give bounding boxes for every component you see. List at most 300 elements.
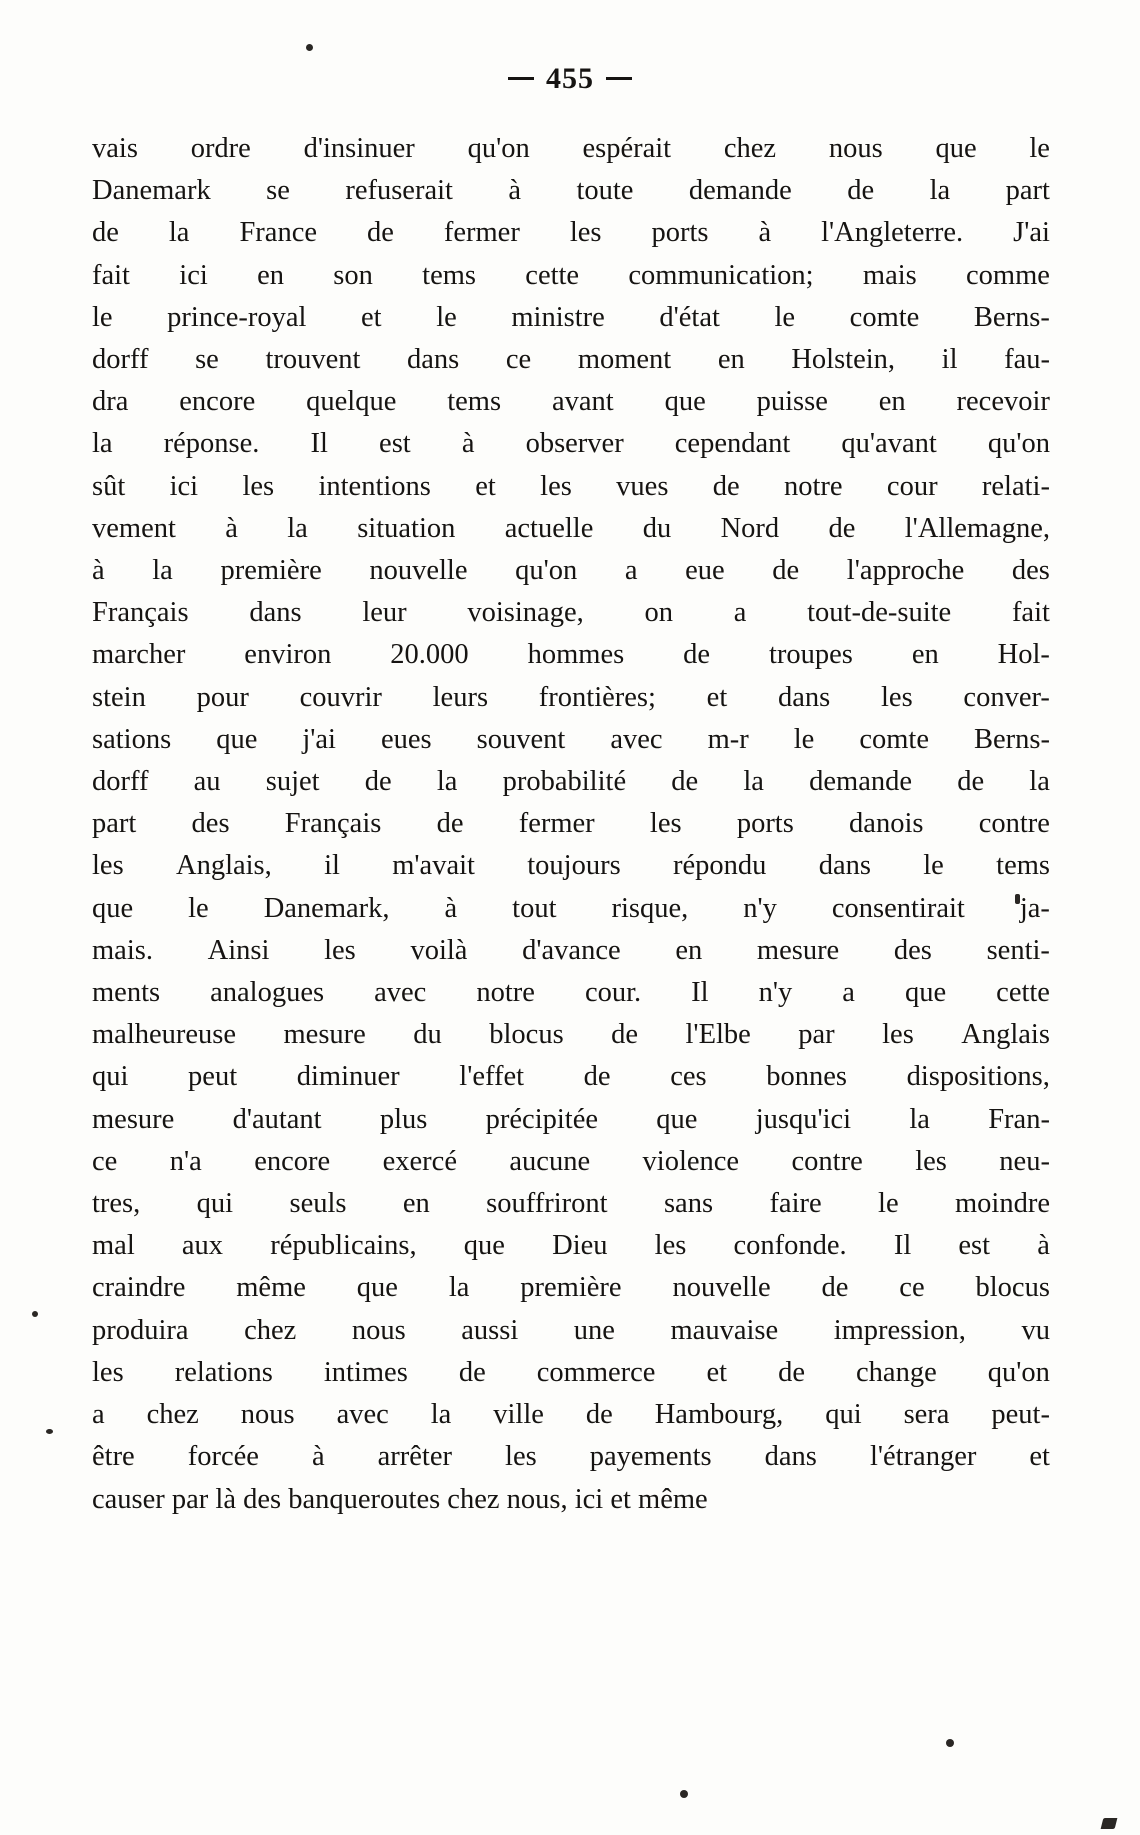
text-line xyxy=(92,1183,1050,1225)
text-word: de xyxy=(366,217,394,249)
text-word: le xyxy=(436,301,457,333)
text-word: que xyxy=(92,892,134,924)
text-word: ces xyxy=(670,1061,707,1093)
text-word: troupes xyxy=(768,639,853,671)
text-word: première xyxy=(220,555,322,587)
text-word: leur xyxy=(362,597,407,629)
text-word: la xyxy=(430,1399,452,1431)
text-word: les xyxy=(505,1441,537,1473)
text-word: d'autant xyxy=(232,1103,322,1135)
text-word: senti- xyxy=(986,934,1050,966)
text-word: et xyxy=(706,681,728,713)
text-word: mais. xyxy=(92,934,153,966)
text-word: Hol- xyxy=(997,639,1050,671)
text-word: cependant xyxy=(674,428,791,460)
text-word: arrêter xyxy=(377,1441,452,1473)
text-line xyxy=(92,761,1050,803)
text-word: ici xyxy=(169,470,199,502)
text-line xyxy=(92,1310,1050,1352)
text-line xyxy=(92,888,1050,930)
text-word: de xyxy=(436,808,464,840)
text-word: ce xyxy=(92,1145,118,1177)
text-word: dorff xyxy=(92,766,149,798)
text-word: on xyxy=(644,597,673,629)
text-word: en xyxy=(402,1188,430,1220)
text-word: part xyxy=(1005,175,1050,207)
text-word: à xyxy=(1037,1230,1050,1262)
text-word: craindre xyxy=(92,1272,186,1304)
text-word: vues xyxy=(616,470,669,502)
text-line xyxy=(92,128,1050,170)
text-word: dra xyxy=(92,386,129,418)
text-word: J'ai xyxy=(1013,217,1050,249)
text-word: l'Angleterre. xyxy=(821,217,964,249)
text-word: trouvent xyxy=(265,344,361,376)
text-word: réponse. xyxy=(163,428,260,460)
text-word: voisinage, xyxy=(467,597,584,629)
text-word: à xyxy=(758,217,772,249)
text-word: qu'avant xyxy=(841,428,937,460)
text-word: analogues xyxy=(210,977,325,1009)
text-word: même xyxy=(236,1272,306,1304)
text-word: en xyxy=(878,386,906,418)
text-word: encore xyxy=(179,386,256,418)
text-word: première xyxy=(520,1272,622,1304)
text-word: leurs xyxy=(432,681,489,713)
text-word: à xyxy=(311,1441,325,1473)
text-word: a xyxy=(733,597,747,629)
text-word: Ainsi xyxy=(207,934,270,966)
text-word: contre xyxy=(791,1145,863,1177)
text-word: la xyxy=(168,217,190,249)
text-word: l'effet xyxy=(459,1061,525,1093)
text-word: mal xyxy=(92,1230,135,1262)
text-word: que xyxy=(356,1272,398,1304)
text-line xyxy=(92,677,1050,719)
text-word: Berns- xyxy=(973,301,1050,333)
text-word: sujet xyxy=(265,766,320,798)
text-word: qu'on xyxy=(987,428,1050,460)
text-word: le xyxy=(1029,133,1050,164)
text-word: confonde. xyxy=(733,1230,847,1262)
text-word: puisse xyxy=(756,386,828,418)
text-word: toujours xyxy=(527,850,621,882)
text-word: à xyxy=(508,175,522,207)
text-word: de xyxy=(671,766,699,798)
text-word: blocus xyxy=(489,1019,564,1051)
text-word: mauvaise xyxy=(670,1314,779,1346)
text-line xyxy=(92,255,1050,297)
text-word: sera xyxy=(903,1399,950,1431)
text-word: le xyxy=(92,301,113,333)
text-word: hommes xyxy=(527,639,625,671)
text-word: ordre xyxy=(190,133,251,164)
text-word: de xyxy=(611,1019,639,1051)
text-word: la xyxy=(152,555,173,587)
text-word: que xyxy=(935,133,977,164)
text-word: probabilité xyxy=(502,766,627,798)
text-word: en xyxy=(717,344,745,376)
text-word: de xyxy=(828,512,856,544)
text-word: comte xyxy=(859,723,929,755)
text-word: les xyxy=(242,470,275,502)
text-word: des xyxy=(893,934,932,966)
text-word: le xyxy=(774,301,796,333)
text-line xyxy=(92,550,1050,592)
text-line xyxy=(92,1056,1050,1098)
text-word: conver- xyxy=(963,681,1050,713)
text-word: actuelle xyxy=(504,512,594,544)
text-word: que xyxy=(463,1230,505,1262)
text-word: en xyxy=(257,259,284,291)
text-word: les xyxy=(569,217,602,249)
page-speck-dot xyxy=(46,1429,53,1434)
text-word: toute xyxy=(576,175,634,207)
text-word: diminuer xyxy=(296,1061,400,1093)
text-word: ministre xyxy=(511,301,605,333)
text-word: l'approche xyxy=(846,555,965,587)
text-word: des xyxy=(1011,555,1050,587)
text-word: souvent xyxy=(476,723,566,755)
page-body-text xyxy=(92,128,1050,1521)
text-line xyxy=(92,381,1050,423)
text-word: de xyxy=(772,555,800,587)
text-word: Fran- xyxy=(988,1103,1050,1135)
text-word: vu xyxy=(1021,1314,1050,1346)
text-word: comme xyxy=(966,259,1050,291)
text-line xyxy=(92,1394,1050,1436)
text-word: nous xyxy=(240,1399,295,1431)
text-word: qu'on xyxy=(987,1356,1050,1388)
text-line: causer par là des banqueroutes chez nous, ici et même xyxy=(92,1483,708,1515)
text-word: le xyxy=(793,723,815,755)
text-word: consentirait xyxy=(831,892,965,924)
text-word: est xyxy=(958,1230,991,1262)
text-word: par xyxy=(798,1019,835,1051)
text-word: d'insinuer xyxy=(303,133,415,164)
text-word: avec xyxy=(336,1399,389,1431)
text-word: forcée xyxy=(187,1441,259,1473)
text-line xyxy=(92,170,1050,212)
text-word: bonnes xyxy=(766,1061,847,1093)
text-word: la xyxy=(1029,766,1050,798)
page-speck-dot xyxy=(680,1790,688,1798)
text-word: tems xyxy=(996,850,1050,882)
text-word: qui xyxy=(196,1188,234,1220)
text-line xyxy=(92,634,1050,676)
text-word: de xyxy=(712,470,740,502)
text-word: à xyxy=(92,555,105,587)
text-line xyxy=(92,297,1050,339)
text-word: les xyxy=(324,934,356,966)
text-word: stein xyxy=(92,681,146,713)
text-word: n'y xyxy=(743,892,777,924)
text-word: de xyxy=(364,766,392,798)
text-word: à xyxy=(225,512,238,544)
text-word: demande xyxy=(809,766,913,798)
text-word: danois xyxy=(849,808,924,840)
text-line xyxy=(92,1267,1050,1309)
text-word: frontières; xyxy=(538,681,656,713)
text-word: dans xyxy=(818,850,871,882)
text-word: dans xyxy=(249,597,302,629)
text-word: mesure xyxy=(92,1103,175,1135)
text-word: et xyxy=(475,470,496,502)
text-word: être xyxy=(92,1441,135,1473)
text-word: intentions xyxy=(318,470,431,502)
text-word: le xyxy=(188,892,209,924)
text-word: impression, xyxy=(833,1314,966,1346)
text-word: ville xyxy=(493,1399,544,1431)
text-word: les xyxy=(881,681,913,713)
text-word: avec xyxy=(610,723,663,755)
text-word: Français xyxy=(92,597,189,629)
text-word: notre xyxy=(476,977,535,1009)
text-word: au xyxy=(193,766,221,798)
text-word: républicains, xyxy=(270,1230,417,1262)
text-word: de xyxy=(778,1356,805,1388)
text-word: jusqu'ici xyxy=(755,1103,852,1135)
text-line xyxy=(92,972,1050,1014)
text-line xyxy=(92,508,1050,550)
text-word: produira xyxy=(92,1314,189,1346)
text-word: Il xyxy=(310,428,328,460)
page-speck-dot xyxy=(32,1311,38,1317)
text-word: vement xyxy=(92,512,176,544)
text-word: part xyxy=(92,808,137,840)
text-word: environ xyxy=(244,639,332,671)
text-line xyxy=(92,930,1050,972)
text-word: nouvelle xyxy=(672,1272,771,1304)
text-word: encore xyxy=(254,1145,331,1177)
text-word: et xyxy=(706,1356,728,1388)
text-word: a xyxy=(92,1399,105,1431)
text-word: cette xyxy=(996,977,1050,1009)
text-word: la xyxy=(909,1103,930,1135)
text-word: tres, xyxy=(92,1188,141,1220)
text-line xyxy=(92,1141,1050,1183)
page-speck-dot xyxy=(306,44,313,51)
text-word: Holstein, xyxy=(791,344,896,376)
text-word: espérait xyxy=(582,133,672,164)
text-word: relations xyxy=(174,1356,273,1388)
text-word: sations xyxy=(92,723,172,755)
text-word: faire xyxy=(769,1188,822,1220)
text-word: Danemark, xyxy=(263,892,390,924)
text-word: de xyxy=(847,175,875,207)
text-word: la xyxy=(92,428,113,460)
text-word: a xyxy=(842,977,855,1009)
text-word: relati- xyxy=(981,470,1050,502)
folio-rule-left xyxy=(508,77,534,80)
text-word: m-r xyxy=(707,723,749,755)
text-word: mais xyxy=(862,259,917,291)
text-word: cour xyxy=(886,470,938,502)
text-word: chez xyxy=(244,1314,297,1346)
text-word: nouvelle xyxy=(369,555,468,587)
text-word: de xyxy=(957,766,985,798)
text-word: ce xyxy=(505,344,532,376)
text-word: qu'on xyxy=(515,555,578,587)
text-word: dorff xyxy=(92,344,149,376)
text-word: risque, xyxy=(611,892,689,924)
text-word: m'avait xyxy=(392,850,475,882)
text-word: malheureuse xyxy=(92,1019,237,1051)
text-word: ports xyxy=(651,217,709,249)
text-word: payements xyxy=(589,1441,712,1473)
text-word: seuls xyxy=(289,1188,347,1220)
text-word: Dieu xyxy=(552,1230,608,1262)
page-corner-mark xyxy=(1101,1818,1118,1829)
text-word: les xyxy=(915,1145,947,1177)
text-word: sût xyxy=(92,470,126,502)
text-word: aux xyxy=(181,1230,224,1262)
text-word: en xyxy=(675,934,703,966)
text-word: l'étranger xyxy=(869,1441,977,1473)
text-line xyxy=(92,1436,1050,1478)
text-word: plus xyxy=(379,1103,428,1135)
text-word: d'avance xyxy=(522,934,621,966)
text-word: fau- xyxy=(1004,344,1050,376)
text-word: de xyxy=(821,1272,849,1304)
text-word: répondu xyxy=(673,850,767,882)
text-word: Il xyxy=(691,977,709,1009)
text-word: Berns- xyxy=(973,723,1050,755)
text-word: Danemark xyxy=(92,175,211,207)
text-word: Il xyxy=(893,1230,912,1262)
text-word: de xyxy=(92,217,119,249)
text-word: chez xyxy=(146,1399,199,1431)
text-word: voilà xyxy=(410,934,468,966)
folio-rule-right xyxy=(606,77,632,80)
text-line xyxy=(92,212,1050,254)
folio-number: 455 xyxy=(546,62,594,95)
text-word: peut- xyxy=(991,1399,1050,1431)
text-word: comte xyxy=(849,301,920,333)
text-word: cette xyxy=(525,259,580,291)
text-line xyxy=(92,339,1050,381)
text-word: les xyxy=(882,1019,914,1051)
text-word: eue xyxy=(685,555,725,587)
text-word: du xyxy=(642,512,672,544)
text-word: violence xyxy=(642,1145,740,1177)
text-word: refuserait xyxy=(345,175,453,207)
text-word: recevoir xyxy=(956,386,1050,418)
text-word: une xyxy=(573,1314,615,1346)
text-word: des xyxy=(191,808,230,840)
text-word: et xyxy=(1029,1441,1050,1473)
text-word: il xyxy=(941,344,958,376)
text-word: se xyxy=(266,175,290,207)
text-word: que xyxy=(904,977,947,1009)
text-word: en xyxy=(911,639,939,671)
text-word: intimes xyxy=(323,1356,408,1388)
text-word: n'y xyxy=(758,977,793,1009)
text-word: que xyxy=(216,723,258,755)
text-word: aucune xyxy=(509,1145,591,1177)
text-word: la xyxy=(436,766,458,798)
text-word: dans xyxy=(764,1441,817,1473)
text-word: aussi xyxy=(461,1314,519,1346)
text-word: j'ai xyxy=(302,723,336,755)
text-word: mesure xyxy=(283,1019,366,1051)
text-word: fait xyxy=(1011,597,1050,629)
text-word: qu'on xyxy=(467,133,530,164)
text-word: l'Elbe xyxy=(685,1019,751,1051)
text-word: les xyxy=(540,470,572,502)
text-word: de xyxy=(583,1061,611,1093)
text-word: a xyxy=(624,555,638,587)
text-word: chez xyxy=(723,133,777,164)
text-word: contre xyxy=(978,808,1050,840)
text-word: les xyxy=(92,1356,124,1388)
text-word: dans xyxy=(778,681,831,713)
text-word: la xyxy=(287,512,308,544)
text-word: notre xyxy=(784,470,843,502)
text-line xyxy=(92,1014,1050,1056)
text-word: le xyxy=(923,850,944,882)
text-line xyxy=(92,592,1050,634)
text-word: il xyxy=(324,850,340,882)
text-word: Français xyxy=(284,808,382,840)
text-word: situation xyxy=(357,512,456,544)
text-word: ja- xyxy=(1019,892,1050,924)
text-word: France xyxy=(239,217,317,249)
text-word: Anglais, xyxy=(175,850,272,882)
text-word: vais xyxy=(92,133,138,164)
text-word: avec xyxy=(374,977,427,1009)
text-word: qui xyxy=(92,1061,129,1093)
text-word: marcher xyxy=(92,639,186,671)
text-line xyxy=(92,803,1050,845)
text-line xyxy=(92,719,1050,761)
text-word: ments xyxy=(92,977,161,1009)
text-word: blocus xyxy=(975,1272,1050,1304)
text-word: peut xyxy=(188,1061,238,1093)
text-word: nous xyxy=(351,1314,406,1346)
text-line xyxy=(92,1352,1050,1394)
text-word: change xyxy=(856,1356,937,1388)
text-word: la xyxy=(448,1272,470,1304)
text-line xyxy=(92,1099,1050,1141)
text-word: et xyxy=(361,301,382,333)
text-word: dans xyxy=(407,344,460,376)
text-word: nous xyxy=(828,133,883,164)
text-word: prince-royal xyxy=(167,301,307,333)
text-word: le xyxy=(878,1188,899,1220)
page-number-header xyxy=(0,62,1140,96)
text-line xyxy=(92,466,1050,508)
text-word: commerce xyxy=(536,1356,656,1388)
text-word: fermer xyxy=(518,808,595,840)
text-word: tems xyxy=(447,386,502,418)
text-word: moindre xyxy=(955,1188,1050,1220)
text-word: fait xyxy=(92,259,130,291)
text-word: tems xyxy=(422,259,476,291)
text-word: son xyxy=(333,259,373,291)
text-word: exercé xyxy=(382,1145,457,1177)
text-word: les xyxy=(654,1230,687,1262)
text-word: dispositions, xyxy=(906,1061,1050,1093)
text-word: précipitée xyxy=(485,1103,599,1135)
text-word: 20.000 xyxy=(390,639,469,671)
text-word: tout-de-suite xyxy=(807,597,952,629)
text-word: n'a xyxy=(169,1145,202,1177)
text-word: du xyxy=(413,1019,442,1051)
text-word: de xyxy=(683,639,711,671)
text-word: moment xyxy=(577,344,672,376)
page-speck-dot xyxy=(946,1739,954,1747)
